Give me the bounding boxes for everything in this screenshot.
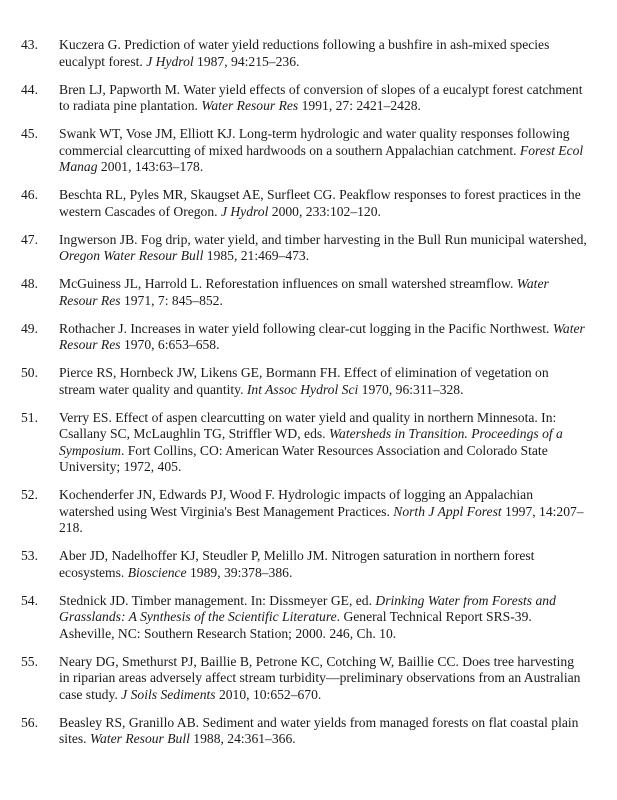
reference-text [59,715,578,747]
reference-item [0,487,617,537]
reference-number: 54. [21,592,38,608]
reference-number: 48. [21,276,38,291]
reference-item [0,232,617,265]
reference-authors-title: Kuczera G. Prediction of water yield reductions following a bushfire in ash-mixed species eucalypt forest. [59,37,550,69]
reference-item [0,410,617,476]
reference-details: 1988, 24:361–366. [189,731,296,746]
reference-authors-title: Bren LJ, Papworth M. Water yield effects of conversion of slopes of a eucalypt forest catchment to radiata pine plantation. [59,81,583,113]
reference-journal: Drinking Water from Forests and Grasslands: A Synthesis of the Scientific Literature [59,592,556,624]
reference-authors-title: McGuiness JL, Harrold L. Reforestation influences on small watershed streamflow. [59,276,517,291]
reference-journal: North J Appl Forest [393,503,502,519]
reference-authors-title: Pierce RS, Hornbeck JW, Likens GE, Bormann FH. Effect of elimination of vegetation on stream water quality and quantity. [59,365,549,397]
reference-details: 1997, 14:207–218. [59,503,584,535]
reference-details: 2001, 143:63–178. [97,159,204,174]
reference-list [0,37,617,759]
reference-text [59,321,585,353]
reference-authors-title: Swank WT, Vose JM, Elliott KJ. Long-term hydrologic and water quality responses following commercial clearcutting of mixed hardwoods on a southern Appalachian catchment. [59,126,570,158]
reference-number: 53. [21,548,38,563]
reference-journal: Water Resour Res [59,320,585,352]
reference-details: 1991, 27: 2421–2428. [298,98,421,113]
reference-details: 1987, 94:215–236. [193,53,300,69]
reference-journal: Int Assoc Hydrol Sci [246,381,359,397]
reference-text [59,37,549,69]
reference-details: 1985, 21:469–473. [203,248,310,263]
reference-item [0,276,617,309]
reference-item [0,548,617,581]
reference-item [0,37,617,70]
reference-details: 1971, 7: 845–852. [120,292,223,308]
reference-number: 52. [21,487,38,502]
reference-journal: Watersheds in Transition. Proceedings of a Symposium [59,426,563,458]
reference-number: 44. [21,81,38,97]
reference-authors-title: Aber JD, Nadelhoffer KJ, Steudler P, Melillo JM. Nitrogen saturation in northern forest ecosystems. [59,548,535,580]
reference-number: 51. [21,409,38,425]
reference-details: 2000, 233:102–120. [268,203,381,219]
reference-authors-title: Ingwerson JB. Fog drip, water yield, and timber harvesting in the Bull Run municipal watershed, [59,231,587,247]
reference-authors-title: Kochenderfer JN, Edwards PJ, Wood F. Hydrologic impacts of logging an Appalachian watershed using West Virginia's Best Management Practices. [59,487,534,519]
reference-journal: J Hydrol [220,203,269,219]
reference-item [0,187,617,220]
reference-authors-title: Neary DG, Smethurst PJ, Baillie B, Petrone KC, Cotching W, Baillie CC. Does tree harvesting in riparian areas adversely affect stream turbidity—preliminary observations from an Australian case study. [59,653,581,702]
reference-number: 50. [21,365,38,380]
reference-text [59,187,581,219]
reference-journal: Water Resour Res [201,98,299,113]
reference-details: . Fort Collins, CO: American Water Resources Association and Colorado State University; 1972, 405. [59,442,548,474]
reference-journal: Bioscience [127,564,187,580]
reference-number: 56. [21,714,38,730]
reference-details: . General Technical Report SRS-39. Asheville, NC: Southern Research Station; 2000. 246, Ch. 10. [59,609,532,641]
reference-text [59,82,583,114]
reference-number: 55. [21,653,38,669]
reference-number: 43. [21,37,38,52]
reference-number: 49. [21,320,38,336]
reference-authors-title: Rothacher J. Increases in water yield following clear-cut logging in the Pacific Northwest. [59,320,553,336]
reference-authors-title: Beasley RS, Granillo AB. Sediment and water yields from managed forests on flat coastal plain sites. [59,714,579,746]
reference-journal: J Soils Sediments [121,686,216,702]
reference-authors-title: Beschta RL, Pyles MR, Skaugset AE, Surfleet CG. Peakflow responses to forest practices in the western Cascades of Oregon. [59,187,581,219]
reference-journal: Oregon Water Resour Bull [59,248,204,263]
reference-item [0,715,617,748]
reference-text [59,276,549,308]
reference-journal: Water Resour Res [59,276,549,308]
reference-details: 2010, 10:652–670. [215,686,322,702]
reference-text [59,126,583,174]
reference-authors-title: Stednick JD. Timber management. In: Dissmeyer GE, ed. [59,592,376,608]
reference-authors-title: Verry ES. Effect of aspen clearcutting on water yield and quality in northern Minnesota. In: Csallany SC, McLaughlin TG, Striffler WD, eds. [59,409,557,441]
reference-details: 1970, 96:311–328. [358,381,464,397]
reference-text [59,410,563,475]
reference-item [0,365,617,398]
reference-details: 1970, 6:653–658. [120,337,220,352]
reference-item [0,654,617,704]
reference-text [59,593,556,641]
reference-number: 46. [21,187,38,202]
reference-number: 45. [21,126,38,141]
reference-journal: Forest Ecol Manag [59,142,584,174]
reference-item [0,126,617,176]
reference-text [59,548,534,580]
reference-text [59,487,584,535]
reference-text [59,654,580,702]
reference-journal: J Hydrol [146,53,194,69]
reference-journal: Water Resour Bull [89,731,190,746]
reference-number: 47. [21,231,38,247]
reference-item [0,82,617,115]
reference-details: 1989, 39:378–386. [186,564,293,580]
reference-item [0,321,617,354]
reference-text [59,365,549,397]
reference-item [0,593,617,643]
reference-text [59,232,587,264]
